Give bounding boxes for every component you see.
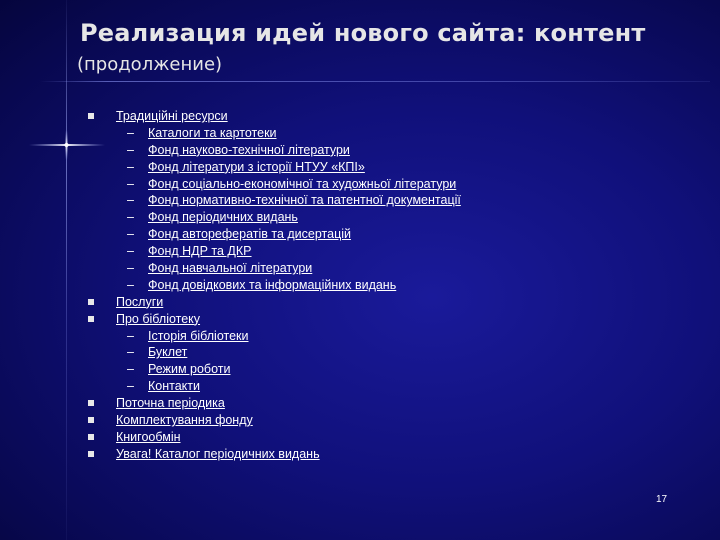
dash-bullet: – [127,328,134,343]
menu-link[interactable]: Традиційні ресурси [116,109,228,123]
submenu-link[interactable]: Фонд НДР та ДКР [148,244,252,259]
submenu-item [86,361,686,378]
submenu-item [86,226,686,243]
page-number: 17 [656,494,668,505]
submenu-link[interactable]: Буклет [148,345,188,360]
submenu-link[interactable]: Фонд довідкових та інформаційних видань [148,277,397,292]
submenu-link[interactable]: Історія бібліотеки [148,328,249,343]
menu-link[interactable]: Послуги [116,294,164,309]
dash-bullet: – [127,176,134,191]
menu-item [86,311,686,328]
submenu-item [86,176,686,193]
dash-bullet: – [127,227,134,242]
square-bullet-icon [88,400,94,406]
submenu-item [86,243,686,260]
submenu-item [86,260,686,277]
submenu-item [86,328,686,345]
site-content-list [86,108,686,463]
menu-link[interactable]: Поточна періодика [116,396,225,411]
submenu-link[interactable]: Контакти [148,379,200,394]
slide-title: Реализация идей нового сайта: контент [80,19,646,47]
menu-link[interactable]: Про бібліотеку [116,311,201,326]
submenu-item [86,192,686,209]
dash-bullet: – [127,244,134,259]
submenu-link[interactable]: Каталоги та картотеки [148,125,277,140]
submenu-item [86,344,686,361]
menu-link[interactable]: Книгообмін [116,429,181,444]
submenu-link[interactable]: Фонд авторефератів та дисертацій [148,227,351,242]
dash-bullet: – [127,261,134,276]
submenu-item [86,142,686,159]
decorative-horizontal-line [40,81,710,82]
dash-bullet: – [127,193,134,208]
submenu-item [86,378,686,395]
menu-item [86,429,686,446]
menu-item [86,446,686,463]
dash-bullet: – [127,362,134,377]
menu-item [86,294,686,311]
square-bullet-icon [88,417,94,423]
menu-item [86,108,686,125]
submenu-item [86,277,686,294]
menu-link[interactable]: Комплектування фонду [116,413,253,428]
dash-bullet: – [127,345,134,360]
submenu-item [86,125,686,142]
square-bullet-icon [88,299,94,305]
square-bullet-icon [88,316,94,322]
dash-bullet: – [127,142,134,157]
submenu-link[interactable]: Фонд соціально-економічної та художньої літератури [148,176,457,191]
dash-bullet: – [127,210,134,225]
dash-bullet: – [127,379,134,394]
square-bullet-icon [88,451,94,457]
submenu-link[interactable]: Фонд навчальної літератури [148,261,313,276]
submenu-link[interactable]: Фонд нормативно-технічної та патентної документації [148,193,461,208]
square-bullet-icon [88,434,94,440]
square-bullet-icon [88,113,94,119]
menu-link[interactable]: Увага! Каталог періодичних видань [116,446,320,461]
menu-item [86,412,686,429]
submenu-link[interactable]: Фонд науково-технічної літератури [148,142,350,157]
dash-bullet: – [127,159,134,174]
menu-item [86,395,686,412]
slide-subtitle: (продолжение) [77,54,223,75]
submenu-item [86,209,686,226]
submenu-link[interactable]: Фонд періодичних видань [148,210,298,225]
submenu-link[interactable]: Режим роботи [148,362,231,377]
submenu-link[interactable]: Фонд літератури з історії НТУУ «КПІ» [148,159,365,174]
submenu-item [86,159,686,176]
dash-bullet: – [127,277,134,292]
dash-bullet: – [127,125,134,140]
